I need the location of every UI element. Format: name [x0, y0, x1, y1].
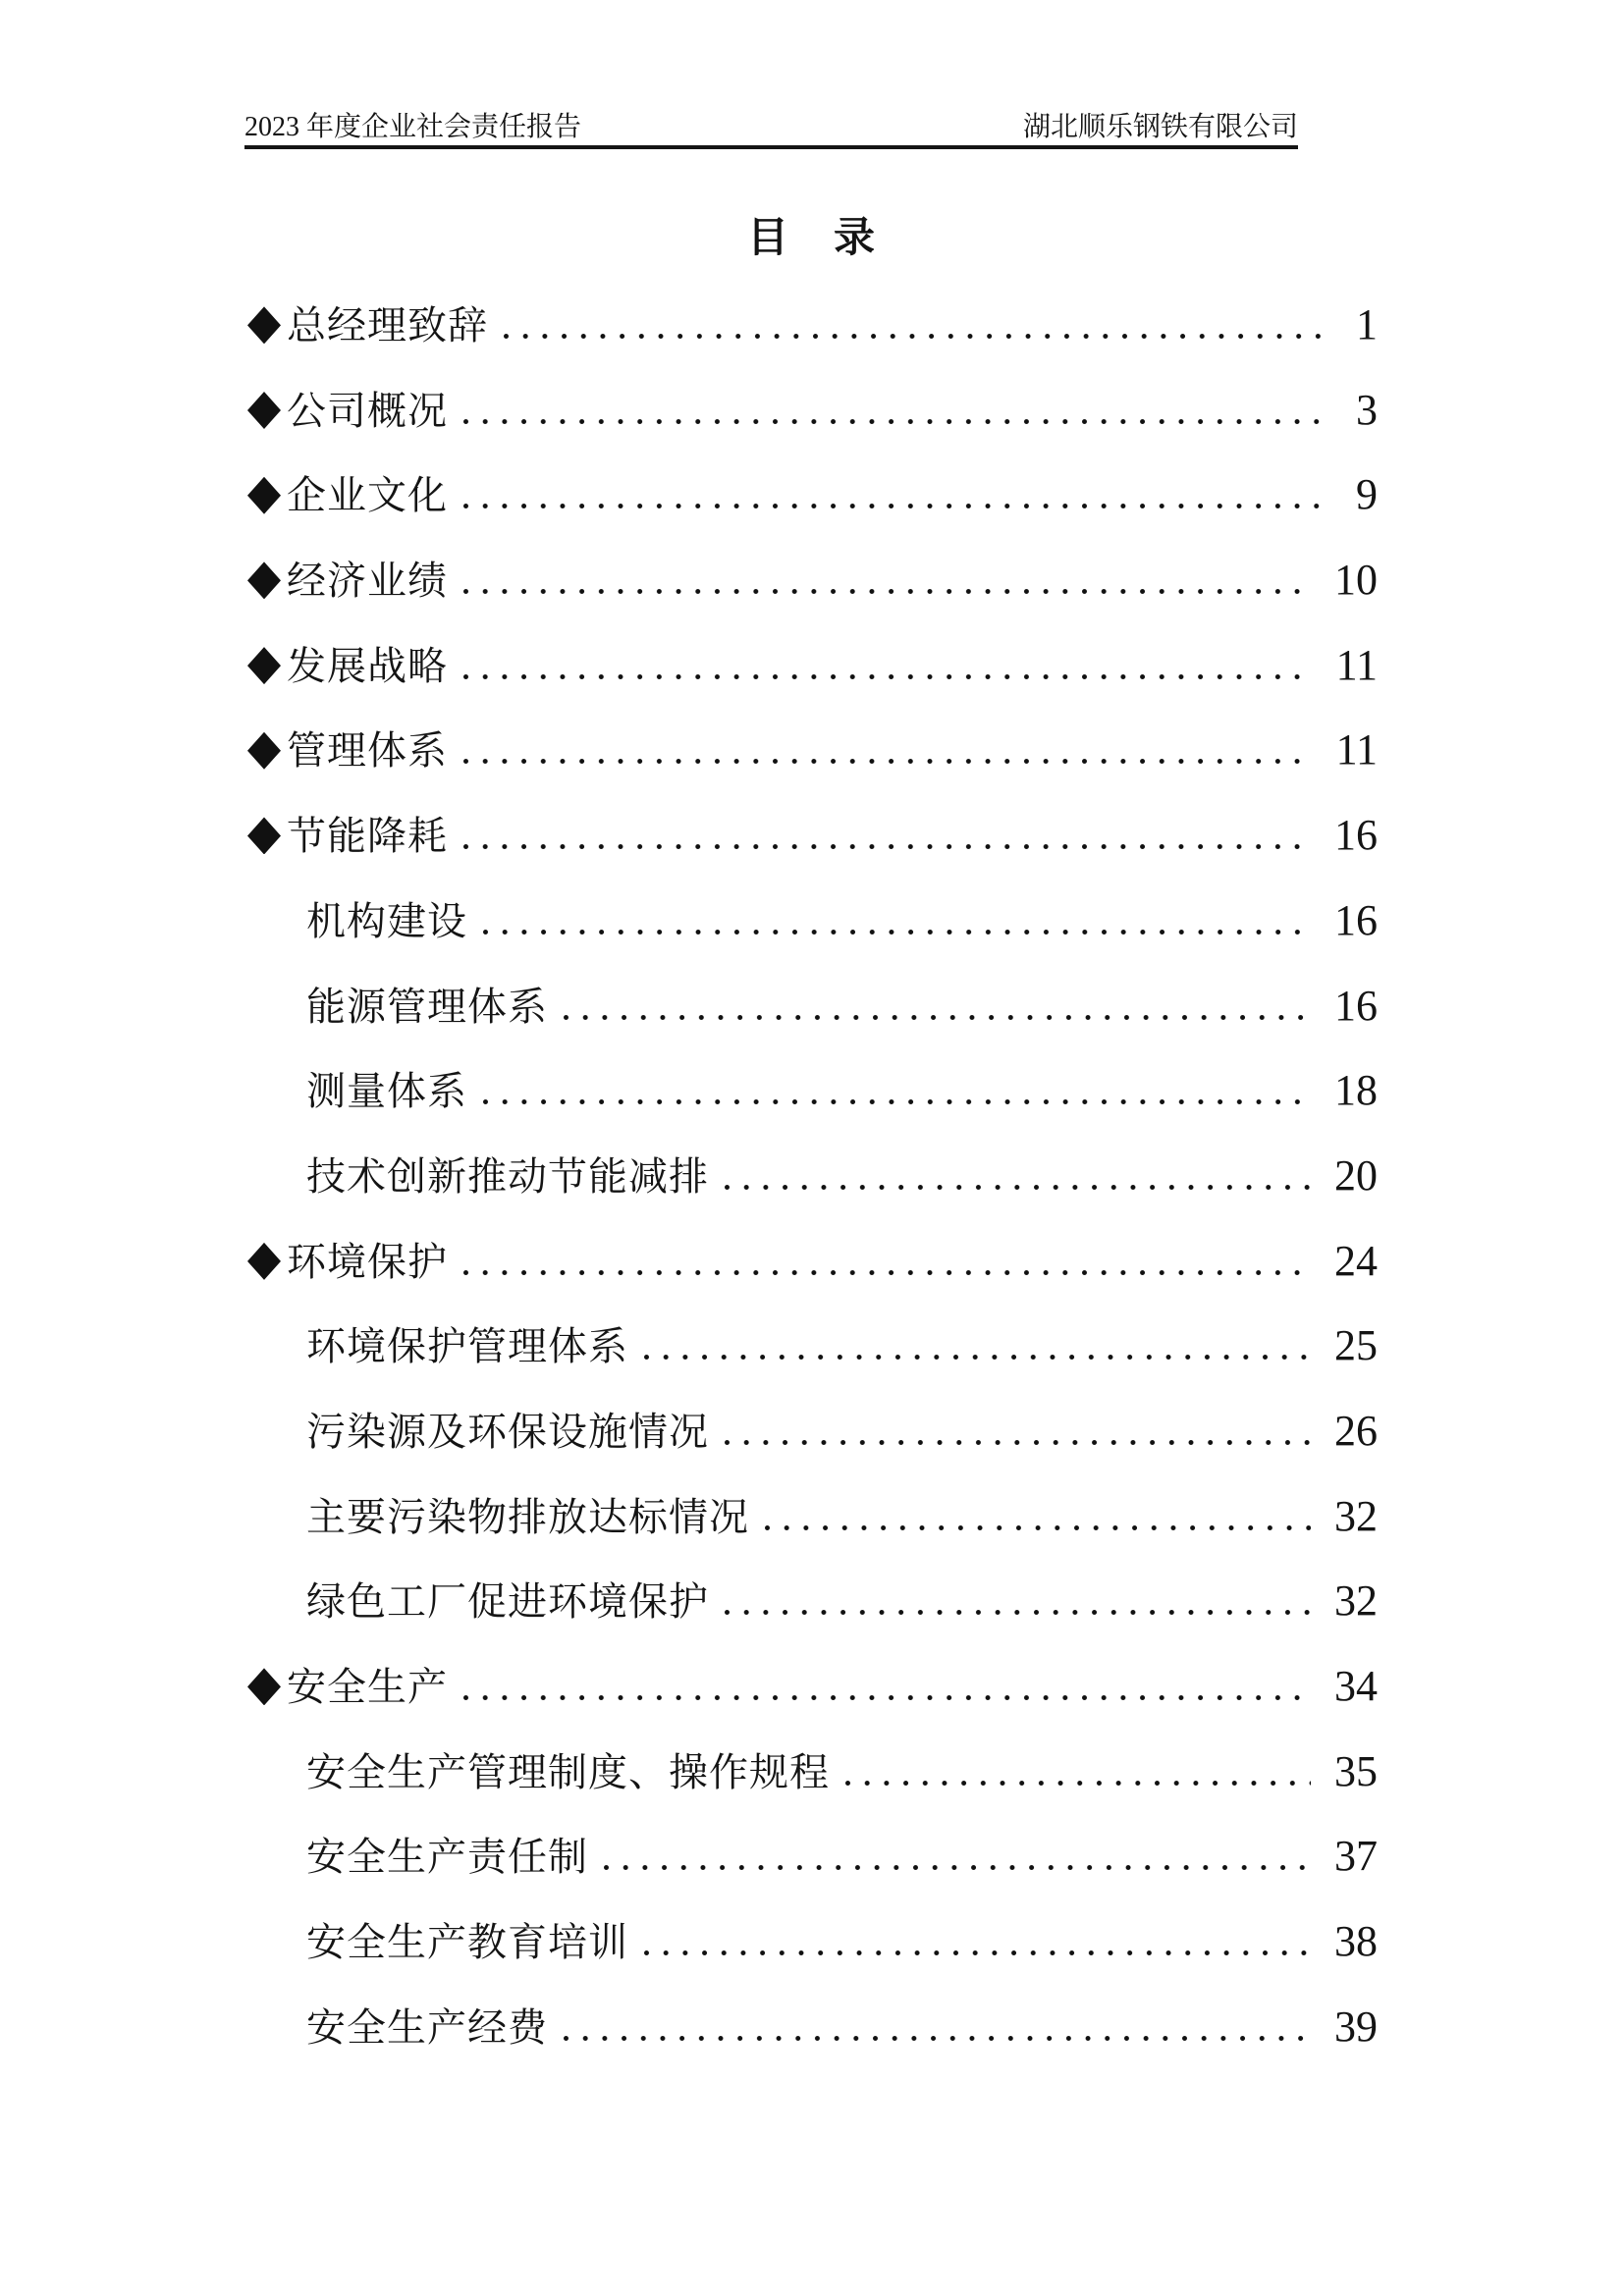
header-company-name: 湖北顺乐钢铁有限公司 — [1022, 112, 1298, 142]
toc-entry-label: 节能降耗 — [287, 814, 448, 859]
toc-entry-page: 16 — [1334, 811, 1378, 860]
dot-leader — [725, 1610, 1311, 1615]
toc-entry[interactable] — [247, 538, 1378, 623]
toc-entry-page: 26 — [1334, 1406, 1378, 1455]
dot-leader — [483, 930, 1311, 934]
dot-leader — [463, 589, 1311, 594]
page-header — [244, 112, 1298, 149]
toc-entry[interactable] — [247, 1985, 1378, 2070]
diamond-bullet-icon — [247, 306, 281, 344]
dot-leader — [644, 1355, 1311, 1360]
toc-entry[interactable] — [247, 1474, 1378, 1560]
toc-entry-page: 16 — [1334, 981, 1378, 1030]
toc-entry[interactable] — [247, 1899, 1378, 1985]
dot-leader — [604, 1865, 1311, 1870]
toc-entry[interactable] — [247, 793, 1378, 879]
toc-entry-label: 机构建设 — [306, 898, 467, 943]
header-report-title: 2023 年度企业社会责任报告 — [244, 112, 582, 142]
diamond-bullet-icon — [247, 561, 281, 599]
toc-entry[interactable] — [247, 1048, 1378, 1134]
toc-entry-page: 25 — [1334, 1321, 1378, 1370]
toc-entry-label: 管理体系 — [287, 728, 448, 774]
toc-entry-page: 38 — [1334, 1917, 1378, 1966]
diamond-bullet-icon — [247, 817, 281, 854]
dot-leader — [463, 1270, 1311, 1275]
toc-entry[interactable] — [247, 283, 1378, 368]
dot-leader — [483, 1099, 1311, 1104]
dot-leader — [725, 1185, 1311, 1190]
toc-entry-label: 经济业绩 — [287, 559, 448, 604]
toc-entry-page: 11 — [1335, 725, 1378, 774]
dot-leader — [463, 674, 1313, 679]
toc-entry-page: 20 — [1334, 1150, 1378, 1200]
dot-leader — [463, 419, 1332, 424]
dot-leader — [725, 1440, 1311, 1445]
toc-entry[interactable] — [247, 1219, 1378, 1305]
toc-entry-label: 环境保护 — [287, 1239, 448, 1284]
toc-entry-label: 安全生产 — [287, 1665, 448, 1709]
toc-entry-page: 10 — [1334, 556, 1378, 605]
toc-entry[interactable] — [247, 623, 1378, 709]
toc-entry[interactable] — [247, 1134, 1378, 1219]
toc-entry-page: 34 — [1334, 1662, 1378, 1710]
toc-entry-label: 发展战略 — [287, 643, 448, 688]
toc-entry-label: 安全生产教育培训 — [306, 1920, 628, 1965]
toc-entry-page: 37 — [1334, 1832, 1378, 1881]
toc-entry-page: 16 — [1334, 895, 1378, 944]
toc-entry-page: 39 — [1334, 2002, 1378, 2051]
toc-entry-page: 11 — [1335, 640, 1378, 689]
toc-entry-page: 3 — [1356, 385, 1378, 434]
toc-entry-label: 总经理致辞 — [287, 303, 488, 347]
toc-entry-label: 能源管理体系 — [306, 984, 548, 1029]
diamond-bullet-icon — [247, 732, 281, 770]
toc-entry[interactable] — [247, 1389, 1378, 1474]
diamond-bullet-icon — [247, 1243, 281, 1280]
toc-entry[interactable] — [247, 453, 1378, 538]
toc-entry-page: 32 — [1334, 1576, 1378, 1626]
toc-title: 目 录 — [746, 216, 877, 261]
toc-entry[interactable] — [247, 879, 1378, 964]
toc-entry[interactable] — [247, 964, 1378, 1049]
dot-leader — [463, 1695, 1311, 1700]
toc-entry[interactable] — [247, 1304, 1378, 1389]
dot-leader — [564, 2036, 1311, 2041]
diamond-bullet-icon — [247, 392, 281, 429]
diamond-bullet-icon — [247, 1668, 281, 1705]
toc-entry-label: 企业文化 — [287, 473, 448, 518]
toc-entry-label: 主要污染物排放达标情况 — [306, 1494, 749, 1539]
toc-entry-page: 35 — [1334, 1746, 1378, 1795]
diamond-bullet-icon — [247, 477, 281, 514]
toc-entry-label: 安全生产经费 — [306, 2004, 548, 2050]
diamond-bullet-icon — [247, 647, 281, 684]
toc-entry-page: 32 — [1334, 1491, 1378, 1540]
dot-leader — [765, 1525, 1311, 1530]
toc-list — [247, 283, 1378, 2069]
dot-leader — [463, 759, 1313, 764]
dot-leader — [504, 334, 1332, 339]
dot-leader — [463, 844, 1311, 849]
toc-entry[interactable] — [247, 1814, 1378, 1899]
dot-leader — [845, 1781, 1311, 1786]
dot-leader — [564, 1015, 1311, 1020]
toc-entry-label: 安全生产责任制 — [306, 1835, 588, 1880]
dot-leader — [463, 504, 1332, 508]
toc-entry-label: 环境保护管理体系 — [306, 1324, 628, 1369]
toc-entry-label: 污染源及环保设施情况 — [306, 1409, 709, 1454]
toc-entry-page: 9 — [1356, 470, 1378, 519]
toc-entry-label: 技术创新推动节能减排 — [306, 1153, 709, 1199]
toc-entry-label: 绿色工厂促进环境保护 — [306, 1579, 709, 1625]
toc-entry-label: 公司概况 — [287, 388, 448, 433]
toc-entry-page: 18 — [1334, 1066, 1378, 1115]
toc-entry[interactable] — [247, 1644, 1378, 1730]
toc-entry[interactable] — [247, 1730, 1378, 1815]
toc-entry[interactable] — [247, 708, 1378, 793]
toc-entry-page: 24 — [1334, 1236, 1378, 1285]
toc-entry-page: 1 — [1356, 300, 1378, 348]
dot-leader — [644, 1950, 1311, 1955]
toc-entry-label: 安全生产管理制度、操作规程 — [306, 1749, 830, 1794]
toc-entry[interactable] — [247, 368, 1378, 454]
toc-entry-label: 测量体系 — [306, 1069, 467, 1114]
toc-entry[interactable] — [247, 1559, 1378, 1644]
